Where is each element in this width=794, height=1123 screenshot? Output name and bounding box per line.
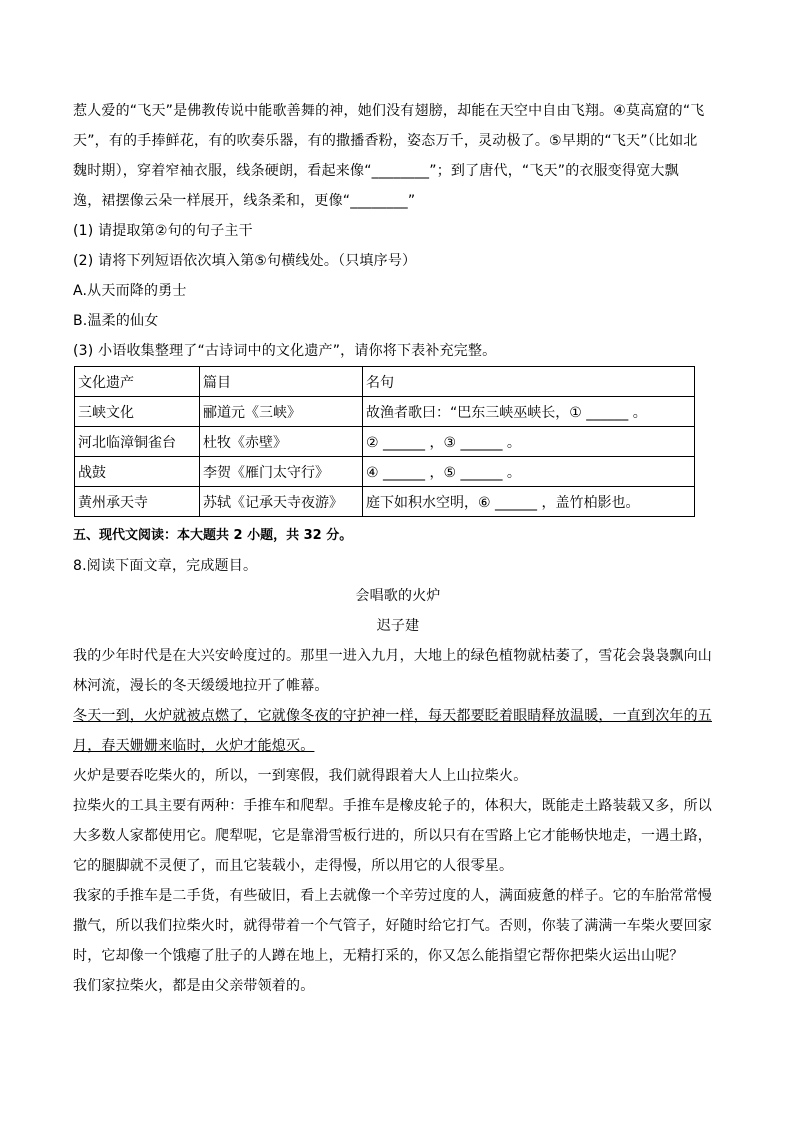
table-row: [75, 397, 695, 427]
passage-line: 天”，有的手捧鲜花，有的吹奏乐器，有的撒播香粉，姿态万千，灵动极了。⑤早期的“飞天”（比如北: [73, 133, 698, 149]
option-b: B.温柔的仙女: [73, 313, 159, 329]
table-cell: 郦道元《三峡》: [200, 397, 363, 427]
article-title: 会唱歌的火炉: [355, 588, 441, 604]
table-header-cell: 名句: [363, 367, 695, 397]
table-header-cell: 文化遗产: [75, 367, 200, 397]
table-header-cell: 篇目: [200, 367, 363, 397]
question-8: 8.阅读下面文章，完成题目。: [73, 558, 258, 574]
article-paragraph-underlined: 冬天一到，火炉就被点燃了，它就像冬夜的守护神一样，每天都要眨着眼睛释放温暖，一直到次年的五月，春天姗姗来临时，火炉才能熄灭。: [73, 708, 712, 754]
table-cell: 苏轼《记承天寺夜游》: [200, 487, 363, 517]
table-cell: 战鼓: [75, 457, 200, 487]
table-cell: 三峡文化: [75, 397, 200, 427]
article-paragraph: 拉柴火的工具主要有两种：手推车和爬犁。手推车是橡皮轮子的，体积大，既能走土路装载又多，所以大多数人家都使用它。爬犁呢，它是靠滑雪板行进的，所以只有在雪路上它才能畅快地走，一遇土路，它的腿脚就不灵便了，而且它装载小，走得慢，所以用它的人很零星。: [73, 798, 712, 874]
table-row: [75, 487, 695, 517]
article-author: 迟子建: [376, 618, 420, 634]
article-paragraph: 火炉是要吞吃柴火的，所以，一到寒假，我们就得跟着大人上山拉柴火。: [73, 768, 528, 784]
section-heading: 五、现代文阅读：本大题共 2 小题，共 32 分。: [73, 528, 353, 543]
passage-line: 逸，裙摆像云朵一样展开，线条柔和，更像“________”: [73, 193, 416, 209]
table-cell: 李贺《雁门太守行》: [200, 457, 363, 487]
table-header-row: [75, 367, 695, 397]
question-2: (2) 请将下列短语依次填入第⑤句横线处。（只填序号）: [73, 253, 417, 269]
table-cell: 杜牧《赤壁》: [200, 427, 363, 457]
article-paragraph: 我的少年时代是在大兴安岭度过的。那里一进入九月，大地上的绿色植物就枯萎了，雪花会袅袅飘向山林河流，漫长的冬天缓缓地拉开了帷幕。: [73, 648, 712, 694]
document-page: [73, 96, 723, 1001]
question-3: (3) 小语收集整理了“古诗词中的文化遗产”，请你将下表补充完整。: [73, 343, 497, 359]
article-paragraph: 我家的手推车是二手货，有些破旧，看上去就像一个辛劳过度的人，满面疲惫的样子。它的车胎常常慢撒气，所以我们拉柴火时，就得带着一个气管子，好随时给它打气。否则，你装了满满一车柴火要回家时，它却像一个饿瘪了肚子的人蹲在地上，无精打采的，你又怎么能指望它帮你把柴火运出山呢？: [73, 888, 712, 964]
passage-line: 惹人爱的“飞天”是佛教传说中能歌善舞的神，她们没有翅膀，却能在天空中自由飞翔。④莫高窟的“飞: [73, 103, 705, 119]
passage-line: 魏时期），穿着窄袖衣服，线条硬朗，看起来像“________”；到了唐代，“飞天”的衣服变得宽大飘: [73, 163, 679, 179]
table-cell: 河北临漳铜雀台: [75, 427, 200, 457]
table-cell: 黄州承天寺: [75, 487, 200, 517]
option-a: A.从天而降的勇士: [73, 283, 187, 299]
article-paragraph: 我们家拉柴火，都是由父亲带领着的。: [73, 978, 315, 994]
table-cell: ④ ______ ，⑤ ______ 。: [363, 457, 695, 487]
table-row: [75, 427, 695, 457]
table-cell: 故渔者歌曰：“巴东三峡巫峡长，① ______ 。: [363, 397, 695, 427]
table-cell: ② ______ ，③ ______ 。: [363, 427, 695, 457]
table-cell: 庭下如积水空明，⑥ ______ ，盖竹柏影也。: [363, 487, 695, 517]
heritage-table: [74, 366, 695, 517]
question-1: (1) 请提取第②句的句子主干: [73, 223, 253, 239]
table-row: [75, 457, 695, 487]
